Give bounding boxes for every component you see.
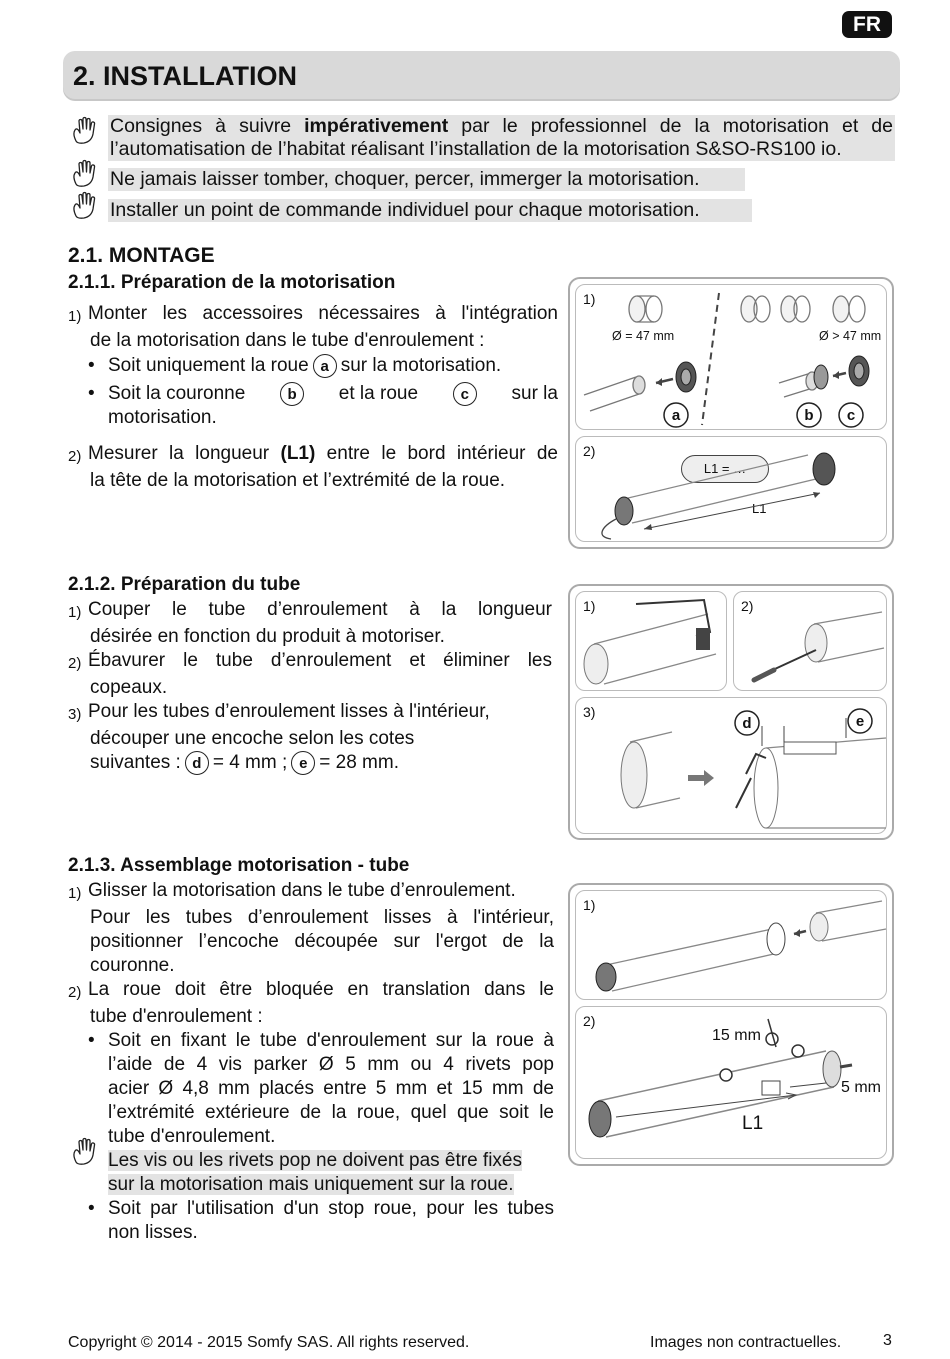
figure-2-1-3-panel-2: 2) 15 mm 5 mm L1 [575,1006,887,1159]
warning-3: Installer un point de commande individuel pour chaque motorisation. [108,199,752,222]
language-badge: FR [842,11,892,38]
figure-2-1-2-panel-3: 3) d e [575,697,887,834]
step-2-1-3-text: 1) Glisser la motorisation dans le tube d’enroulement. Pour les tubes d’enroulement lisses à l'intérieur, positionner l’encoche découpée sur l'ergot de la couronne. 2) La roue doit être bloquée en translation dans le tube d'enroulement : • Soit en fixant le tube d'enroulement sur la roue à l’aide de 4 vis parker Ø 5 mm ou 4 rivets pop acier Ø 4,8 mm placés entre 5 mm et 15 mm de l’extrémité extérieure de la roue, quel que soit le tube d'enroulement. Les vis ou les rivets pop ne doivent pas être fixés sur la motorisation mais uniquement sur la roue. • Soit par l'utilisation d'un stop roue, pour les tubes non lisses. [68,880,554,1243]
figure-2-1-1-panel-2: 2) L1 = … L1 [575,436,887,542]
l1-dimension-label: L1 [742,1113,764,1134]
warning-1-line-1: Consignes à suivre impérativement par le professionnel de la motorisation et de [108,115,895,138]
tube-cutting-drawing [576,592,728,692]
figure-label-d: d [742,715,752,732]
section-title: 2. INSTALLATION [73,61,297,91]
figure-label-a: a [671,407,681,424]
step-title-2-1-2: 2.1.2. Préparation du tube [68,574,301,595]
wheel-fixing-drawing [576,1007,888,1160]
subsection-title: 2.1. MONTAGE [68,244,215,267]
footer-disclaimer: Images non contractuelles. [650,1334,842,1351]
diameter-label-right: Ø > 47 mm [819,329,882,343]
step-title-2-1-3: 2.1.3. Assemblage motorisation - tube [68,855,410,876]
hand-warning-icon [70,158,100,188]
hand-warning-icon [70,190,100,220]
dimension-15mm: 15 mm [712,1027,761,1044]
page-number: 3 [883,1332,892,1349]
l1-measure-bubble: L1 = … [681,455,769,483]
step-2-1-2-text: 1) Couper le tube d’enroulement à la longueur désirée en fonction du produit à motoriser. 2) Ébavurer le tube d’enroulement et éliminer les copeaux. 3) Pour les tubes d’enroulement lisses à l'intérieur, découper une encoche selon les cotes suivantes : d = 4 mm ; e = 28 mm. [68,599,552,774]
figure-label-b: b [804,407,814,424]
motor-insertion-drawing [576,891,888,1001]
dimension-5mm: 5 mm [841,1079,881,1096]
diameter-label-left: Ø = 47 mm [612,329,675,343]
figure-2-1-2 [568,584,894,840]
figure-2-1-3 [568,883,894,1166]
hand-warning-icon [70,115,100,145]
warning-2: Ne jamais laisser tomber, choquer, percer, immerger la motorisation. [108,168,745,191]
figure-2-1-2-panel-1: 1) [575,591,727,691]
figure-2-1-2-panel-2: 2) [733,591,887,691]
footer-copyright: Copyright © 2014 - 2015 Somfy SAS. All rights reserved. [68,1334,470,1351]
warning-screws-line-2: sur la motorisation mais uniquement sur la roue. [108,1174,514,1195]
figure-label-e: e [855,713,865,730]
tube-deburring-drawing [734,592,888,692]
figure-2-1-1 [568,277,894,549]
motor-accessories-drawing [576,285,888,431]
hand-warning-icon [70,1136,100,1166]
figure-2-1-1-panel-1: 1) Ø = 47 mm Ø > 47 mm a b c [575,284,887,430]
tube-notch-drawing [576,698,888,835]
figure-2-1-3-panel-1: 1) [575,890,887,1000]
warning-screws-line-1: Les vis ou les rivets pop ne doivent pas être fixés [108,1150,523,1171]
step-title-2-1-1: 2.1.1. Préparation de la motorisation [68,272,396,293]
warning-1 [108,115,895,161]
step-2-1-1-text: 1) Monter les accessoires nécessaires à l'intégration de la motorisation dans le tube d'enroulement : • Soit uniquement la roue a sur la motorisation. • Soit la couronne b et la roue c sur la motorisation. 2) Mesurer la longueur (L1) entre le bord intérieur de la tête de la motorisation et l’extrémité de la roue. [68,303,559,492]
l1-dimension-label: L1 [752,501,767,516]
figure-label-c: c [846,407,856,424]
motor-length-drawing [576,437,888,543]
warning-1-line-2: l’automatisation de l’habitat réalisant l’installation de la motorisation S&SO-RS100 io. [108,138,895,161]
